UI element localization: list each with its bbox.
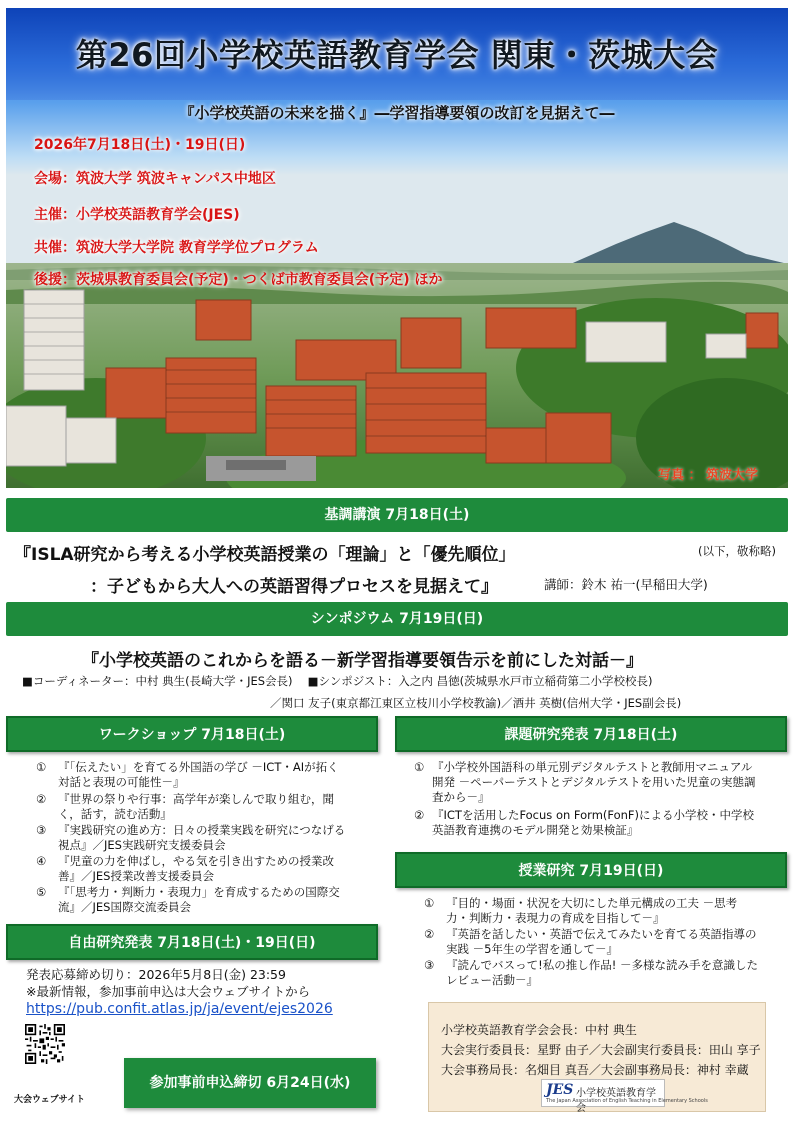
qr-label: 大会ウェブサイト bbox=[14, 1095, 86, 1105]
website-note: ※最新情報，参加事前申込は大会ウェブサイトから bbox=[26, 984, 311, 999]
free-research-header: 自由研究発表 7月18日(土)・19日(日) bbox=[6, 924, 378, 960]
item-number: ② bbox=[414, 808, 425, 822]
item-number: ② bbox=[424, 927, 435, 941]
keynote-speaker: 講師：鈴木 祐一(早稲田大学) bbox=[544, 577, 708, 592]
item-text: 『児童の力を伸ばし，やる気を引き出すための授業改善』／JES授業改善支援委員会 bbox=[58, 854, 334, 883]
submission-deadline: 発表応募締め切り：2026年5月8日(金) 23:59 bbox=[26, 967, 286, 982]
symposium-panel-line1: ■コーディネーター：中村 典生(長崎大学・JES会長) ■シンポジスト：入之内 昌徳(茨城県水戸市立稲荷第二小学校校長) bbox=[22, 674, 653, 688]
item-text: 『英語を話したい・英語で伝えてみたいを育てる英語指導の実践 －5年生の学習を通して－』 bbox=[446, 927, 757, 956]
item-text: 『「思考力・判断力・表現力」を育成するための国際交流』／JES国際交流委員会 bbox=[58, 885, 340, 914]
photo-credit: 写真 ： 筑波大学 bbox=[657, 468, 758, 483]
honorific-note: (以下，敬称略) bbox=[698, 544, 776, 558]
item-number: ① bbox=[36, 760, 47, 774]
hero-banner bbox=[6, 8, 788, 488]
organizer-line: 大会実行委員長：星野 由子／大会副実行委員長：田山 享子 bbox=[441, 1043, 761, 1057]
conference-url-link[interactable]: https://pub.confit.atlas.jp/ja/event/ejes2026 bbox=[26, 1001, 333, 1017]
symposium-panel-line2: ／関口 友子(東京都江東区立枝川小学校教諭)／酒井 英樹(信州大学・JES副会長) bbox=[270, 696, 682, 710]
event-cohost: 共催：筑波大学大学院 教育学学位プログラム bbox=[34, 240, 319, 256]
organizer-line: 大会事務局長：名畑目 真吾／大会副事務局長：神村 幸蔵 bbox=[441, 1063, 749, 1077]
item-number: ③ bbox=[424, 958, 435, 972]
item-text: 『「伝えたい」を育てる外国語の学び －ICT・AIが拓く対話と表現の可能性－』 bbox=[58, 760, 339, 789]
keynote-title-line1: 『ISLA研究から考える小学校英語授業の「理論」と「優先順位」 bbox=[14, 545, 516, 565]
keynote-title-line2: ：子どもから大人への英語習得プロセスを見据えて』 bbox=[90, 577, 498, 597]
event-date: 2026年7月18日(土)・19日(日) bbox=[34, 137, 246, 153]
keynote-header: 基調講演 7月18日(土) bbox=[6, 498, 788, 532]
jes-logo-mark: JES bbox=[546, 1082, 574, 1098]
item-number: ① bbox=[424, 896, 435, 910]
event-host: 主催：小学校英語教育学会(JES) bbox=[34, 207, 240, 223]
item-number: ⑤ bbox=[36, 885, 47, 899]
event-support: 後援：茨城県教育委員会(予定)・つくば市教育委員会(予定) ほか bbox=[34, 272, 443, 288]
item-number: ② bbox=[36, 792, 47, 806]
qr-code[interactable] bbox=[25, 1024, 65, 1064]
lesson-study-header: 授業研究 7月19日(日) bbox=[395, 852, 787, 888]
event-venue: 会場：筑波大学 筑波キャンパス中地区 bbox=[34, 171, 276, 187]
page-subtitle: 『小学校英語の未来を描く』―学習指導要領の改訂を見据えて― bbox=[179, 104, 615, 122]
symposium-title: 『小学校英語のこれからを語る－新学習指導要領告示を前にした対話－』 bbox=[82, 651, 643, 671]
item-text: 『実践研究の進め方：日々の授業実践を研究につなげる視点』／JES実践研究支援委員会 bbox=[58, 823, 346, 852]
item-number: ① bbox=[414, 760, 425, 774]
page-title: 第26回小学校英語教育学会 関東・茨城大会 bbox=[75, 36, 719, 74]
item-text: 『目的・場面・状況を大切にした単元構成の工夫 －思考力・判断力・表現力の育成を目指して－』 bbox=[446, 896, 738, 925]
jes-logo bbox=[541, 1079, 708, 1114]
item-text: 『世界の祭りや行事：高学年が楽しんで取り組む，聞く，話す，読む活動』 bbox=[58, 792, 334, 821]
jes-logo-name: 小学校英語教育学会 bbox=[576, 1088, 656, 1114]
registration-deadline-button[interactable]: 参加事前申込締切 6月24日(水) bbox=[124, 1058, 376, 1108]
research-header: 課題研究発表 7月18日(土) bbox=[395, 716, 787, 752]
jes-logo-english: The Japan Association of English Teaching in Elementary Schools bbox=[546, 1098, 708, 1104]
item-number: ④ bbox=[36, 854, 47, 868]
organizers-box bbox=[428, 1002, 766, 1112]
item-text: 『読んでバスって!私の推し作品! －多様な読み手を意識したレビュー活動－』 bbox=[446, 958, 758, 987]
item-number: ③ bbox=[36, 823, 47, 837]
symposium-header: シンポジウム 7月19日(日) bbox=[6, 602, 788, 636]
item-text: 『小学校外国語科の単元別デジタルテストと教師用マニュアル開発 －ペーパーテストとデジタルテストを用いた児童の実態調査から－』 bbox=[432, 760, 756, 804]
organizer-line: 小学校英語教育学会会長：中村 典生 bbox=[441, 1023, 637, 1037]
item-text: 『ICTを活用したFocus on Form(FonF)による小学校・中学校英語教育連携のモデル開発と効果検証』 bbox=[432, 808, 755, 837]
workshop-header: ワークショップ 7月18日(土) bbox=[6, 716, 378, 752]
